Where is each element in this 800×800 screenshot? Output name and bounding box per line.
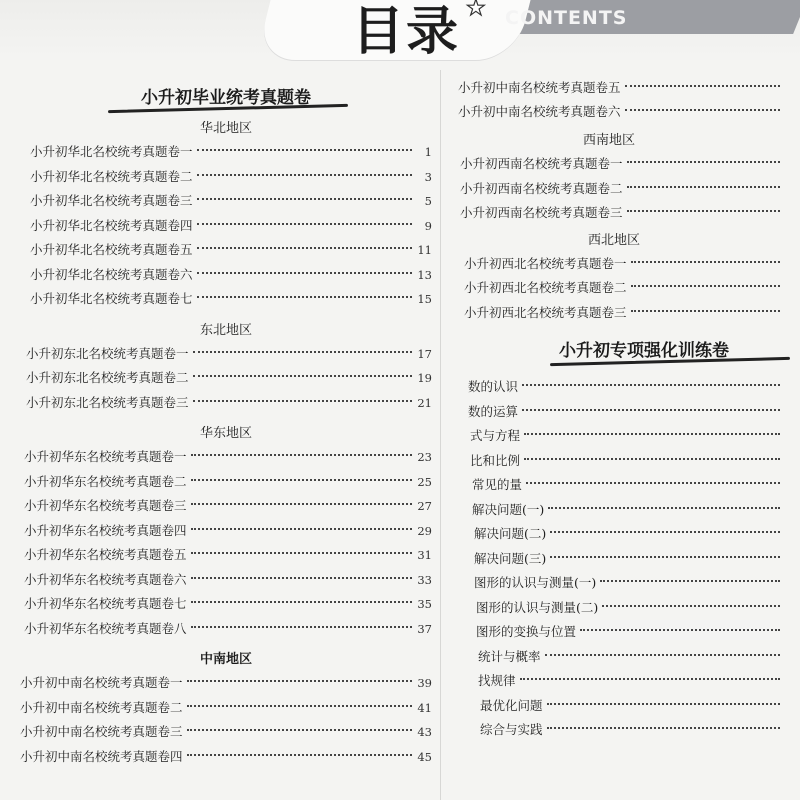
- toc-row[interactable]: 图形的变换与位置: [458, 620, 800, 645]
- toc-row[interactable]: 小升初中南名校统考真题卷一 39: [20, 675, 432, 690]
- dot-leader: [547, 703, 780, 705]
- dot-leader: [193, 400, 412, 402]
- star-icon: ★: [466, 0, 486, 21]
- dot-leader: [191, 601, 412, 603]
- toc-row[interactable]: 小升初中南名校统考真题卷六: [458, 100, 800, 124]
- region-list-huadong: [20, 445, 432, 641]
- dot-leader: [197, 174, 412, 176]
- right-column: [458, 76, 800, 743]
- dot-leader: [631, 310, 780, 312]
- toc-row[interactable]: 小升初华东名校统考真题卷五 31: [24, 547, 432, 562]
- region-list-huabei: [20, 140, 432, 312]
- column-divider: [440, 70, 441, 800]
- toc-row[interactable]: 小升初华东名校统考真题卷七 35: [24, 596, 432, 611]
- dot-leader: [631, 285, 780, 287]
- toc-row[interactable]: 小升初西北名校统考真题卷一: [458, 252, 800, 277]
- toc-row[interactable]: 数的认识: [458, 375, 800, 400]
- toc-row[interactable]: 小升初东北名校统考真题卷一 17: [26, 345, 432, 361]
- toc-row[interactable]: 小升初华北名校统考真题卷六 13: [30, 266, 432, 282]
- dot-leader: [187, 729, 412, 731]
- toc-row[interactable]: 小升初华东名校统考真题卷二 25: [24, 473, 432, 489]
- dot-leader: [187, 754, 412, 756]
- dot-leader: [524, 433, 780, 435]
- toc-row[interactable]: 小升初中南名校统考真题卷三 43: [20, 724, 432, 739]
- dot-leader: [191, 503, 412, 505]
- toc-row[interactable]: 解决问题(二): [458, 522, 800, 547]
- dot-leader: [627, 210, 780, 212]
- section-title-exams: 小升初毕业统考真题卷: [20, 84, 432, 114]
- toc-row[interactable]: 找规律: [458, 669, 800, 694]
- dot-leader: [550, 531, 780, 533]
- section-title-practice: 小升初专项强化训练卷: [488, 337, 800, 367]
- dot-leader: [625, 109, 780, 111]
- toc-row[interactable]: 小升初西南名校统考真题卷二: [458, 177, 800, 202]
- dot-leader: [197, 247, 412, 249]
- dot-leader: [191, 577, 412, 579]
- region-title: 华东地区: [199, 426, 252, 441]
- dot-leader: [627, 161, 780, 163]
- dot-leader: [547, 727, 780, 729]
- page-title: 目录: [352, 2, 461, 62]
- dot-leader: [191, 528, 412, 530]
- dot-leader: [524, 458, 780, 460]
- practice-list: [458, 375, 800, 743]
- region-list-xibei: [458, 252, 800, 326]
- dot-leader: [197, 272, 412, 274]
- dot-leader: [526, 482, 780, 484]
- toc-row[interactable]: 小升初西南名校统考真题卷三: [458, 201, 800, 226]
- region-title: 西南地区: [582, 133, 635, 148]
- toc-row[interactable]: 比和比例: [458, 449, 800, 474]
- contents-label: CONTENTS: [505, 7, 628, 29]
- left-column: [20, 84, 432, 769]
- toc-row[interactable]: 小升初华东名校统考真题卷三 27: [24, 498, 432, 513]
- dot-leader: [600, 580, 780, 582]
- dot-leader: [187, 705, 412, 707]
- toc-row[interactable]: 小升初华东名校统考真题卷一 23: [24, 449, 432, 464]
- toc-row[interactable]: 小升初华北名校统考真题卷七 15: [30, 291, 432, 306]
- toc-row[interactable]: 式与方程: [458, 424, 800, 449]
- region-title: 东北地区: [199, 322, 252, 338]
- dot-leader: [197, 296, 412, 298]
- toc-row[interactable]: 小升初华东名校统考真题卷四 29: [24, 522, 432, 538]
- dot-leader: [625, 85, 780, 87]
- dot-leader: [187, 680, 412, 682]
- toc-row[interactable]: 小升初西南名校统考真题卷一: [458, 152, 800, 177]
- dot-leader: [191, 626, 412, 628]
- toc-row[interactable]: 小升初东北名校统考真题卷三 21: [26, 394, 432, 410]
- region-title: 华北地区: [199, 121, 252, 136]
- toc-row[interactable]: 小升初华北名校统考真题卷五 11: [30, 242, 432, 257]
- dot-leader: [197, 223, 412, 225]
- region-title: 中南地区: [199, 652, 252, 667]
- dot-leader: [550, 556, 780, 558]
- toc-row[interactable]: 小升初东北名校统考真题卷二 19: [26, 370, 432, 385]
- toc-row[interactable]: 小升初华北名校统考真题卷三 5: [30, 193, 432, 208]
- toc-row[interactable]: 小升初华北名校统考真题卷一 1: [30, 144, 432, 159]
- toc-row[interactable]: 图形的认识与测量(二): [458, 596, 800, 621]
- toc-row[interactable]: 小升初中南名校统考真题卷五: [458, 76, 800, 100]
- dot-leader: [631, 261, 780, 263]
- dot-leader: [627, 186, 780, 188]
- dot-leader: [545, 654, 780, 656]
- dot-leader: [191, 552, 412, 554]
- toc-row[interactable]: 最优化问题: [458, 694, 800, 719]
- dot-leader: [191, 479, 412, 481]
- dot-leader: [522, 384, 780, 386]
- toc-row[interactable]: 解决问题(一): [458, 498, 800, 523]
- toc-row[interactable]: 小升初中南名校统考真题卷二 41: [20, 699, 432, 715]
- toc-row[interactable]: 小升初华东名校统考真题卷八 37: [24, 620, 432, 636]
- dot-leader: [520, 678, 780, 680]
- region-list-zhongnan: [20, 671, 432, 769]
- toc-row[interactable]: 图形的认识与测量(一): [458, 571, 800, 596]
- dot-leader: [580, 629, 780, 631]
- region-list-dongbei: [20, 342, 432, 416]
- dot-leader: [193, 375, 412, 377]
- toc-row[interactable]: 解决问题(三): [458, 547, 800, 572]
- toc-row[interactable]: 综合与实践: [458, 718, 800, 743]
- dot-leader: [197, 198, 412, 200]
- toc-row[interactable]: 统计与概率: [458, 645, 800, 670]
- dot-leader: [193, 351, 412, 353]
- region-list-zhongnan-cont: [458, 76, 800, 124]
- dot-leader: [197, 149, 412, 151]
- toc-row[interactable]: 常见的量: [458, 473, 800, 498]
- region-title: 西北地区: [587, 232, 640, 248]
- toc-row[interactable]: 数的运算: [458, 400, 800, 425]
- toc-row[interactable]: 小升初华北名校统考真题卷四 9: [30, 217, 432, 233]
- toc-row[interactable]: 小升初西北名校统考真题卷三: [458, 301, 800, 326]
- dot-leader: [602, 605, 780, 607]
- region-list-xinan: [458, 152, 800, 226]
- toc-row[interactable]: 小升初华北名校统考真题卷二 3: [30, 168, 432, 184]
- toc-row[interactable]: 小升初西北名校统考真题卷二: [458, 276, 800, 301]
- dot-leader: [548, 507, 780, 509]
- toc-row[interactable]: 小升初华东名校统考真题卷六 33: [24, 571, 432, 587]
- toc-row[interactable]: 小升初中南名校统考真题卷四 45: [20, 748, 432, 764]
- dot-leader: [522, 409, 780, 411]
- dot-leader: [191, 454, 412, 456]
